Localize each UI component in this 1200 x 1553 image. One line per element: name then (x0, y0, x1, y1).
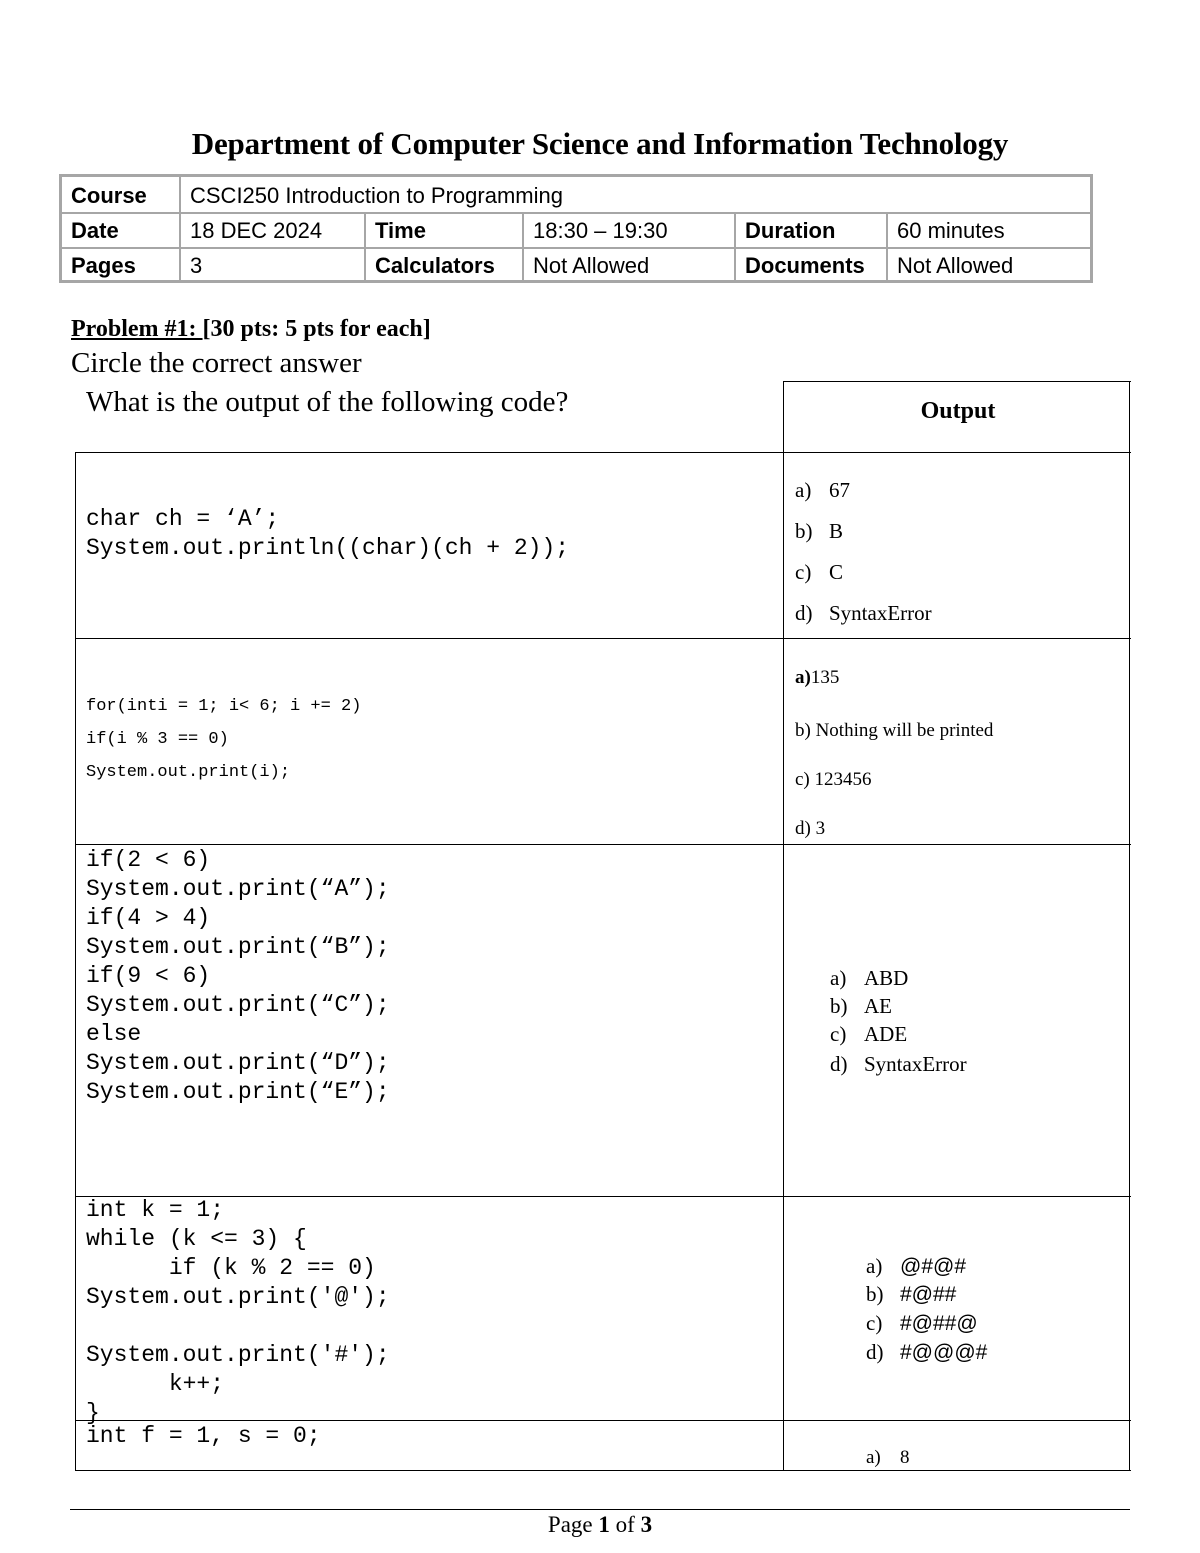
table-border (75, 452, 1131, 453)
option-text: AE (864, 994, 892, 1018)
question-1-option-d[interactable] (795, 601, 932, 626)
option-letter: a) (866, 1254, 883, 1278)
option-text: B (829, 519, 844, 543)
option-letter: b) (795, 720, 811, 741)
question-3-option-c[interactable] (830, 1022, 907, 1047)
option-text: #@## (900, 1283, 957, 1306)
option-letter: c) (866, 1311, 883, 1335)
duration-label: Duration (734, 212, 886, 247)
info-row-course (62, 177, 1090, 214)
option-letter: c) (830, 1022, 847, 1046)
pages-value: 3 (179, 247, 364, 282)
question-4-code: int k = 1; while (k <= 3) { if (k % 2 == 0) System.out.print('@'); System.out.print('#'); k++; } (86, 1197, 390, 1426)
option-text: Nothing will be printed (815, 720, 994, 741)
question-2-option-c[interactable] (795, 769, 872, 791)
option-letter: a) (795, 667, 811, 688)
documents-label: Documents (734, 247, 886, 282)
option-text: 8 (900, 1447, 910, 1468)
option-letter: d) (795, 818, 811, 839)
option-letter: a) (830, 966, 847, 990)
option-text: #@@@# (900, 1341, 988, 1364)
course-label: Course (71, 183, 147, 208)
course-value: CSCI250 Introduction to Programming (179, 177, 1093, 212)
problem-heading (71, 316, 431, 343)
question-3-code: if(2 < 6) System.out.print(“A”); if(4 > 4) System.out.print(“B”); if(9 < 6) System.out.print(“C”); else System.out.print(“D”); System.out.print(“E”); (86, 847, 390, 1105)
option-text: SyntaxError (829, 601, 932, 625)
exam-info-table (59, 174, 1093, 283)
option-text: ABD (864, 966, 909, 990)
table-border (75, 638, 1131, 639)
option-letter: d) (866, 1340, 884, 1364)
option-text: 3 (815, 818, 826, 839)
option-letter: b) (830, 994, 848, 1018)
output-header: Output (920, 398, 996, 424)
calculators-value: Not Allowed (522, 247, 734, 282)
documents-value: Not Allowed (886, 247, 1093, 282)
question-1-code: char ch = ‘A’; System.out.println((char)(ch + 2)); (86, 506, 570, 561)
option-letter: c) (795, 769, 810, 790)
option-text: ADE (864, 1022, 908, 1046)
option-letter: d) (830, 1052, 848, 1076)
calculators-label: Calculators (364, 247, 522, 282)
problem-heading-main: Problem #1: (71, 316, 203, 342)
question-2-option-b[interactable] (795, 720, 993, 742)
option-letter: b) (866, 1282, 884, 1306)
footer-prefix: Page (547, 1512, 599, 1537)
option-letter: c) (795, 560, 812, 584)
date-label: Date (71, 218, 119, 243)
date-value: 18 DEC 2024 (179, 212, 364, 247)
question-5-option-a[interactable] (866, 1447, 910, 1469)
footer-total-pages: 3 (640, 1512, 653, 1537)
table-divider (783, 381, 784, 1471)
option-letter: d) (795, 601, 813, 625)
table-border (75, 1470, 1131, 1471)
time-label: Time (364, 212, 522, 247)
table-border (75, 452, 76, 1471)
option-letter: b) (795, 519, 813, 543)
question-2-option-a[interactable] (795, 667, 839, 689)
question-1-option-a[interactable] (795, 478, 850, 503)
question-3-option-a[interactable] (830, 966, 908, 991)
table-border (1129, 381, 1130, 1471)
question-4-option-a[interactable] (866, 1254, 966, 1279)
question-3-option-b[interactable] (830, 994, 892, 1019)
question-5-code: int f = 1, s = 0; (86, 1423, 321, 1449)
question-2-option-d[interactable] (795, 818, 825, 840)
question-4-option-d[interactable] (866, 1340, 987, 1365)
time-value: 18:30 – 19:30 (522, 212, 734, 247)
option-text: 123456 (814, 769, 872, 790)
instruction-text: Circle the correct answer (71, 347, 362, 379)
option-text: #@##@ (900, 1312, 978, 1335)
question-2-code: for(inti = 1; i< 6; i += 2) if(i % 3 == 0) System.out.print(i); (86, 697, 362, 782)
problem-heading-points: [30 pts: 5 pts for each] (202, 316, 431, 342)
pages-label: Pages (71, 253, 136, 278)
table-border (783, 381, 1131, 382)
option-text: @#@# (900, 1255, 966, 1278)
question-4-option-c[interactable] (866, 1311, 978, 1336)
option-text: SyntaxError (864, 1052, 967, 1076)
question-1-option-b[interactable] (795, 519, 843, 544)
option-text: 67 (829, 478, 850, 502)
question-4-option-b[interactable] (866, 1282, 956, 1307)
option-text: C (829, 560, 844, 584)
page-title: Department of Computer Science and Information Technology (191, 126, 1009, 161)
option-letter: a) (866, 1447, 881, 1468)
option-text: 135 (810, 667, 840, 688)
page-footer (0, 1512, 1200, 1538)
info-row-pages (62, 247, 1090, 282)
footer-divider (70, 1509, 1130, 1510)
question-1-option-c[interactable] (795, 560, 843, 585)
option-letter: a) (795, 478, 812, 502)
question-3-option-d[interactable] (830, 1052, 967, 1077)
info-row-date (62, 212, 1090, 249)
footer-current-page: 1 (598, 1512, 610, 1537)
table-border (75, 844, 1131, 845)
footer-of: of (609, 1512, 641, 1537)
duration-value: 60 minutes (886, 212, 1093, 247)
question-text: What is the output of the following code? (86, 386, 569, 418)
